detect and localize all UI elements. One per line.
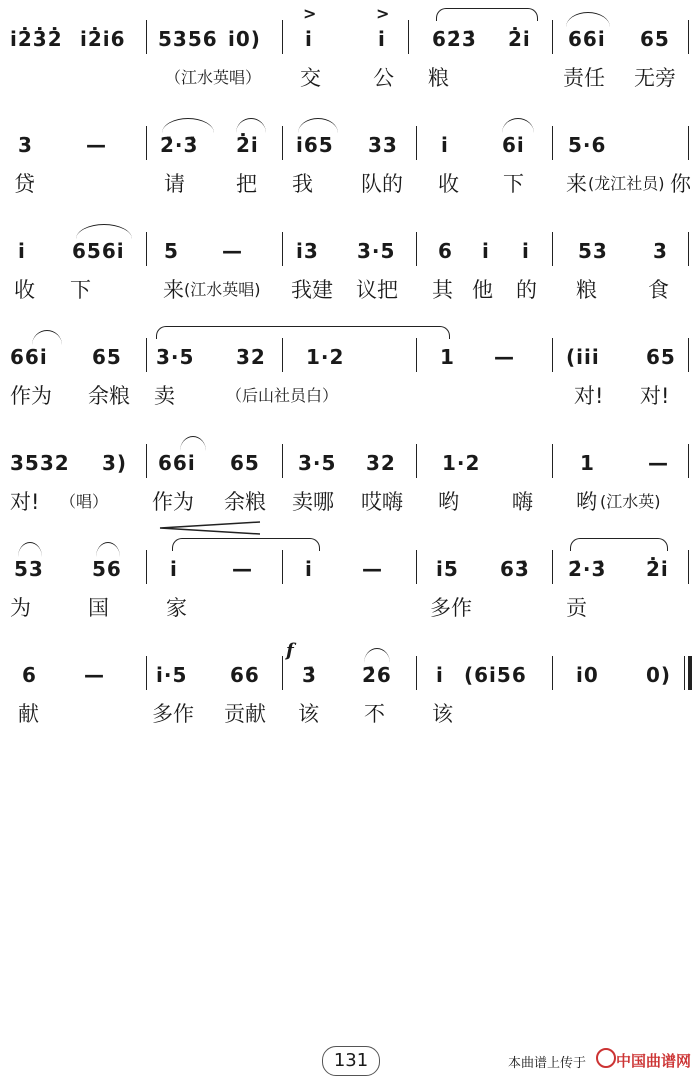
performer-cue: （后山社员白） xyxy=(226,386,339,405)
upload-caption: 本曲谱上传于 xyxy=(508,1056,587,1071)
lyric-text: 对! xyxy=(10,490,40,514)
lyric-text: 我建 xyxy=(291,278,333,302)
lyric-text: 来 xyxy=(566,172,587,196)
note-group: — xyxy=(362,557,383,581)
note-group: i xyxy=(436,663,444,687)
barline xyxy=(282,444,283,478)
lyric-text: 哟 xyxy=(576,490,597,514)
notation-row xyxy=(0,222,700,270)
note-group: (6i56 xyxy=(464,663,527,687)
note-group: 0) xyxy=(646,663,672,687)
note-group: 3·5 xyxy=(357,239,396,263)
slur-mark xyxy=(96,542,120,557)
lyric-text: 国 xyxy=(88,596,109,620)
lyric-text: 收 xyxy=(438,172,459,196)
note-group: 66 xyxy=(230,663,260,687)
lyric-text: 下 xyxy=(70,278,91,302)
note-group: (iii xyxy=(566,345,600,369)
barline xyxy=(282,232,283,266)
slur-mark xyxy=(18,542,42,557)
note-group: 6 xyxy=(22,663,37,687)
barline xyxy=(416,444,417,478)
note-group: 3·5 xyxy=(298,451,337,475)
notation-row xyxy=(0,4,700,58)
lyric-text: 公 xyxy=(373,66,394,90)
slur-mark xyxy=(566,12,610,27)
barline xyxy=(552,126,553,160)
note-group: i65 xyxy=(296,133,334,157)
note-group: i xyxy=(441,133,449,157)
lyric-text: 对! xyxy=(640,384,670,408)
note-group: 65 xyxy=(646,345,676,369)
performer-cue: (龙江社员) xyxy=(588,174,665,193)
performer-cue: （江水英唱） xyxy=(165,68,262,87)
note-group: 66i xyxy=(568,27,606,51)
note-group: 56 xyxy=(92,557,122,581)
lyric-text: 卖 xyxy=(154,384,175,408)
notation-row xyxy=(0,646,700,694)
barline xyxy=(408,20,409,54)
lyric-text: 请 xyxy=(164,172,185,196)
lyric-text: 该 xyxy=(298,702,319,726)
barline xyxy=(688,126,689,160)
note-group: 1·2 xyxy=(306,345,345,369)
note-group: 6i xyxy=(502,133,525,157)
page-number: 131 xyxy=(322,1046,380,1076)
performer-cue: （唱） xyxy=(60,492,109,511)
final-barline xyxy=(684,656,685,690)
note-group: 2̇·3̇ xyxy=(160,133,199,157)
note-group: 66i xyxy=(10,345,48,369)
note-group: i xyxy=(170,557,178,581)
note-group: 53 xyxy=(14,557,44,581)
lyric-text: 余粮 xyxy=(88,384,130,408)
lyric-text: 哟 xyxy=(438,490,459,514)
lyric-text: 来 xyxy=(163,278,184,302)
note-group: 2̇i xyxy=(236,133,259,157)
page-footer xyxy=(0,1040,700,1080)
lyric-text: 该 xyxy=(432,702,453,726)
forte-dynamic-mark: f xyxy=(286,640,294,661)
phrase-bracket xyxy=(156,326,450,339)
barline xyxy=(282,126,283,160)
note-group: i xyxy=(305,557,313,581)
slur-mark xyxy=(298,118,338,133)
note-group: 1 xyxy=(440,345,455,369)
phrase-bracket xyxy=(172,538,320,551)
barline xyxy=(416,656,417,690)
barline xyxy=(416,550,417,584)
lyric-text: 粮 xyxy=(428,66,449,90)
slur-mark xyxy=(502,118,534,133)
barline xyxy=(146,444,147,478)
lyric-text: 哎嗨 xyxy=(361,490,403,514)
lyric-text: 议把 xyxy=(356,278,398,302)
note-group: — xyxy=(222,239,243,263)
barline xyxy=(146,20,147,54)
note-group: 1·2 xyxy=(442,451,481,475)
barline xyxy=(146,338,147,372)
note-group: i0) xyxy=(228,27,261,51)
lyrics-row xyxy=(0,274,700,310)
barline xyxy=(146,656,147,690)
note-group: i3 xyxy=(296,239,319,263)
note-group: 65 xyxy=(640,27,670,51)
lyric-text: 责任 xyxy=(563,66,605,90)
note-group: 3̇ xyxy=(302,663,317,687)
barline xyxy=(552,338,553,372)
note-group: 3 xyxy=(653,239,668,263)
note-group: 2̇·3̇ xyxy=(568,557,607,581)
note-group: 32 xyxy=(236,345,266,369)
lyric-text: 你 xyxy=(670,172,691,196)
slur-mark xyxy=(76,224,132,239)
crescendo-hairpin-icon xyxy=(156,520,266,536)
barline xyxy=(552,20,553,54)
lyric-text: 我 xyxy=(292,172,313,196)
note-group: 63̇ xyxy=(500,557,530,581)
lyric-text: 贡 xyxy=(566,596,587,620)
barline xyxy=(552,550,553,584)
note-group: 656i xyxy=(72,239,125,263)
lyric-text: 卖哪 xyxy=(292,490,334,514)
barline xyxy=(416,126,417,160)
note-group: — xyxy=(232,557,253,581)
barline xyxy=(688,232,689,266)
note-group: 65 xyxy=(230,451,260,475)
lyric-text: 无旁 xyxy=(634,66,676,90)
note-group: — xyxy=(494,345,515,369)
lyric-text: 献 xyxy=(18,702,39,726)
slur-mark xyxy=(162,118,214,133)
note-group: 65 xyxy=(92,345,122,369)
phrase-bracket xyxy=(436,8,538,21)
note-group: 3·5 xyxy=(156,345,195,369)
lyric-text: 多作 xyxy=(152,702,194,726)
notation-row xyxy=(0,434,700,482)
barline xyxy=(416,338,417,372)
lyrics-row xyxy=(0,486,700,522)
note-group: 3532 xyxy=(10,451,70,475)
barline xyxy=(688,20,689,54)
lyric-text: 队的 xyxy=(361,172,403,196)
note-group: i2̇i6 xyxy=(80,27,126,51)
lyric-text: 嗨 xyxy=(512,490,533,514)
note-group: 2̇6 xyxy=(362,663,392,687)
lyric-text: 的 xyxy=(516,278,537,302)
notation-row xyxy=(0,116,700,164)
note-group: 3) xyxy=(102,451,128,475)
lyric-text: 贡献 xyxy=(224,702,266,726)
note-group: i xyxy=(305,27,313,51)
lyric-text: 交 xyxy=(300,66,321,90)
note-group: 32 xyxy=(366,451,396,475)
lyric-text: 对! xyxy=(574,384,604,408)
note-group: i0 xyxy=(576,663,599,687)
barline xyxy=(146,126,147,160)
slur-mark xyxy=(32,330,62,345)
lyric-text: 下 xyxy=(503,172,524,196)
lyric-text: 作为 xyxy=(152,490,194,514)
lyric-text: 收 xyxy=(14,278,35,302)
barline xyxy=(688,550,689,584)
notation-row xyxy=(0,540,700,588)
note-group: i2̇3̇2̇ xyxy=(10,27,63,51)
barline xyxy=(688,338,689,372)
lyrics-row xyxy=(0,62,700,98)
barline xyxy=(416,232,417,266)
lyric-text: 他 xyxy=(472,278,493,302)
slur-mark xyxy=(180,436,206,451)
note-group: 5·6 xyxy=(568,133,607,157)
note-group: i·5 xyxy=(156,663,188,687)
note-group: 2̇i xyxy=(508,27,531,51)
note-group: i5 xyxy=(436,557,459,581)
barline xyxy=(146,550,147,584)
slur-mark xyxy=(236,118,266,133)
note-group: 6 xyxy=(438,239,453,263)
note-group: 5356 xyxy=(158,27,218,51)
lyric-text: 余粮 xyxy=(224,490,266,514)
barline xyxy=(282,20,283,54)
note-group: 62̇3̇ xyxy=(432,27,477,51)
barline xyxy=(146,232,147,266)
accent-mark-icon: > xyxy=(303,4,317,23)
site-logo-text: 中国曲谱网 xyxy=(616,1052,692,1070)
note-group: 5 xyxy=(164,239,179,263)
lyric-text: 多作 xyxy=(430,596,472,620)
barline xyxy=(552,656,553,690)
lyric-text: 家 xyxy=(166,596,187,620)
performer-cue: (江水英) xyxy=(600,492,661,511)
lyrics-row xyxy=(0,380,700,416)
phrase-bracket xyxy=(570,538,668,551)
note-group: — xyxy=(648,451,669,475)
note-group: i xyxy=(378,27,386,51)
note-group: 2̇i xyxy=(646,557,669,581)
lyrics-row xyxy=(0,168,700,204)
performer-cue: (江水英唱) xyxy=(184,280,261,299)
note-group: 3 xyxy=(18,133,33,157)
barline xyxy=(282,656,283,690)
barline xyxy=(552,444,553,478)
lyric-text: 把 xyxy=(236,172,257,196)
lyric-text: 作为 xyxy=(10,384,52,408)
slur-mark xyxy=(364,648,390,663)
lyric-text: 其 xyxy=(432,278,453,302)
note-group: i xyxy=(482,239,490,263)
note-group: — xyxy=(84,663,105,687)
lyrics-row xyxy=(0,592,700,628)
notation-row xyxy=(0,328,700,376)
barline xyxy=(688,444,689,478)
note-group: 1 xyxy=(580,451,595,475)
note-group: — xyxy=(86,133,107,157)
note-group: 33 xyxy=(368,133,398,157)
site-logo-icon xyxy=(596,1048,616,1068)
lyrics-row xyxy=(0,698,700,734)
lyric-text: 食 xyxy=(648,278,669,302)
note-group: 53 xyxy=(578,239,608,263)
lyric-text: 粮 xyxy=(576,278,597,302)
barline xyxy=(282,338,283,372)
lyric-text: 不 xyxy=(364,702,385,726)
note-group: i xyxy=(18,239,26,263)
lyric-text: 为 xyxy=(10,596,31,620)
barline xyxy=(282,550,283,584)
accent-mark-icon: > xyxy=(376,4,390,23)
note-group: 66i xyxy=(158,451,196,475)
lyric-text: 贷 xyxy=(14,172,35,196)
barline xyxy=(552,232,553,266)
note-group: i xyxy=(522,239,530,263)
